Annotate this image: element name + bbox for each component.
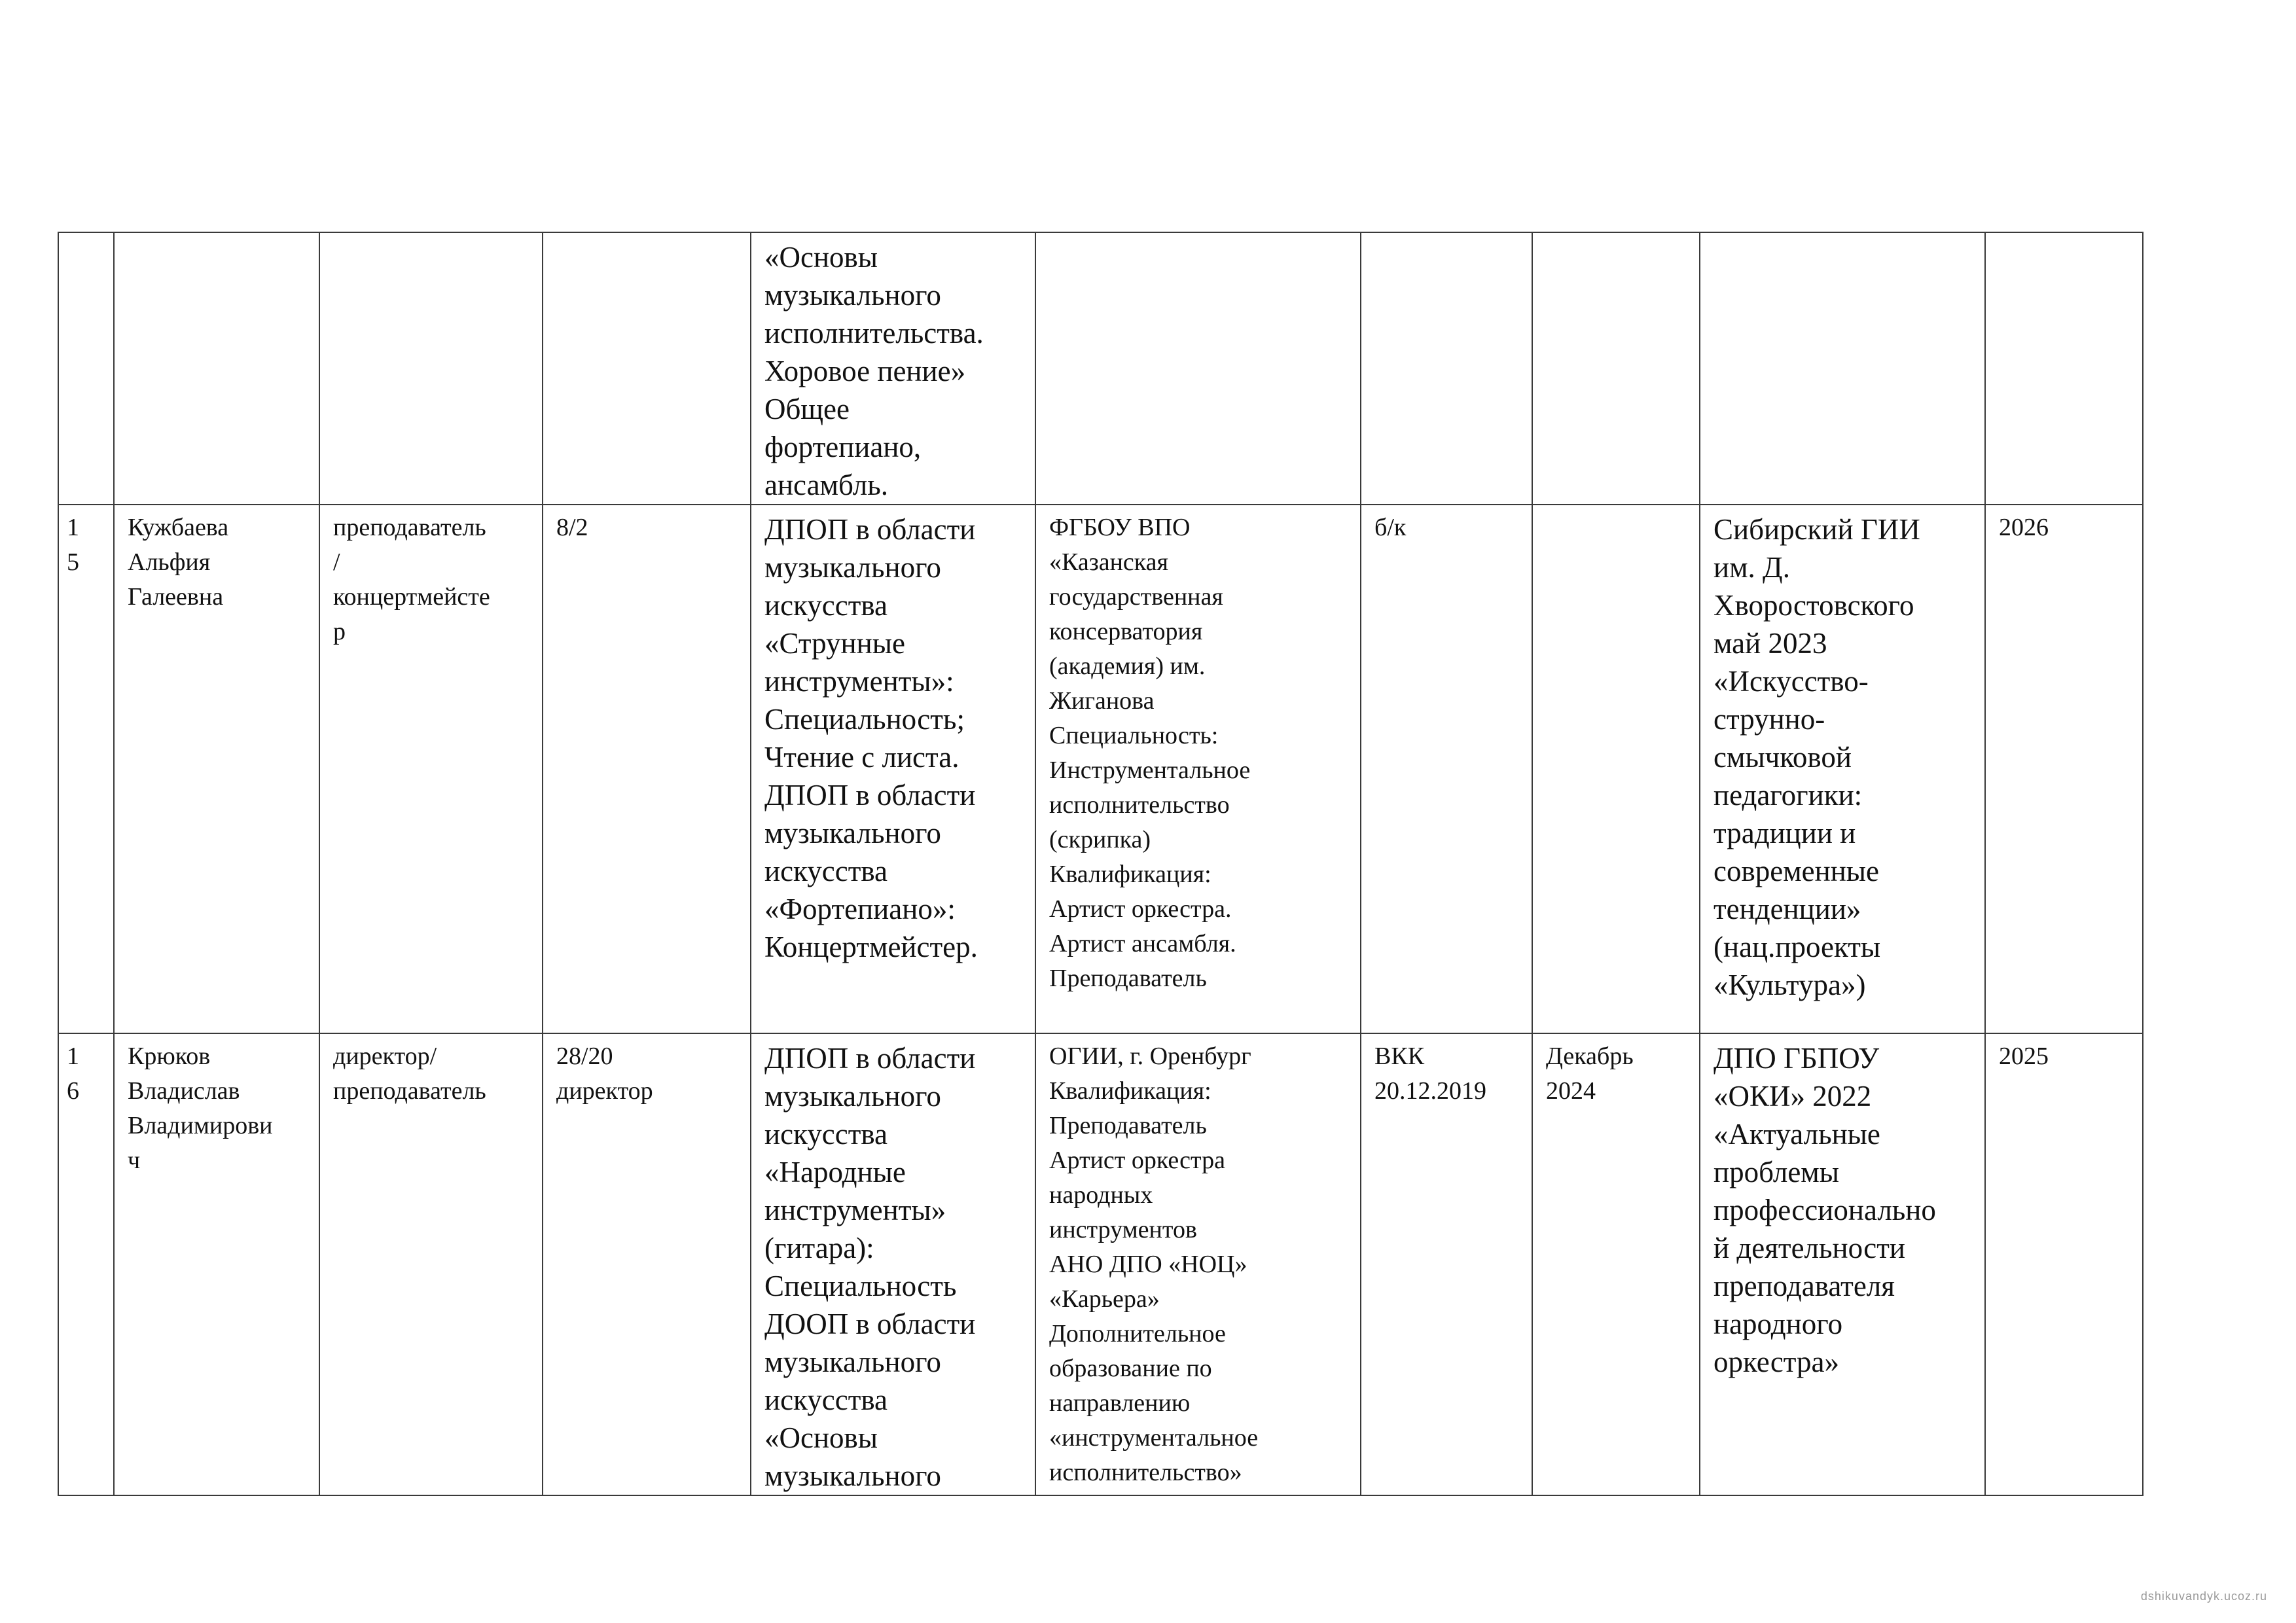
experience-cell: 28/20 директор xyxy=(543,1033,751,1495)
programs-cell: ДПОП в области музыкального искусства «Струнные инструменты»: Специальность; Чтение с листа. ДПОП в области музыкального искусства «Фортепиано»: Концертмейстер. xyxy=(751,505,1035,1033)
site-watermark: dshikuvandyk.ucoz.ru xyxy=(2140,1590,2267,1603)
programs-cell: ДПОП в области музыкального искусства «Народные инструменты» (гитара): Специальность ДООП в области музыкального искусства «Основы музыкального xyxy=(751,1033,1035,1495)
table-row xyxy=(58,232,2143,505)
position-cell: директор/ преподаватель xyxy=(319,1033,543,1495)
training-cell: Сибирский ГИИ им. Д. Хворостовского май 2023 «Искусство- струнно- смычковой педагогики: традиции и современные тенденции» (нац.проекты «Культура») xyxy=(1700,505,1985,1033)
experience-cell: 8/2 xyxy=(543,505,751,1033)
next-training-cell xyxy=(1985,232,2143,505)
next-training-cell: 2026 xyxy=(1985,505,2143,1033)
teacher-name-cell xyxy=(114,232,319,505)
position-cell: преподаватель / концертмейсте р xyxy=(319,505,543,1033)
row-number-cell: 1 6 xyxy=(58,1033,114,1495)
category-cell: б/к xyxy=(1361,505,1532,1033)
training-cell: ДПО ГБПОУ «ОКИ» 2022 «Актуальные проблемы профессионально й деятельности преподавателя народного оркестра» xyxy=(1700,1033,1985,1495)
next-training-cell: 2025 xyxy=(1985,1033,2143,1495)
position-cell xyxy=(319,232,543,505)
table-row xyxy=(58,1033,2143,1495)
attestation-cell: Декабрь 2024 xyxy=(1532,1033,1700,1495)
table-row xyxy=(58,505,2143,1033)
education-cell: ОГИИ, г. Оренбург Квалификация: Преподаватель Артист оркестра народных инструментов АНО ДПО «НОЦ» «Карьера» Дополнительное образование по направлению «инструментальное исполнительство» xyxy=(1035,1033,1361,1495)
staff-table xyxy=(58,232,2144,1496)
education-cell xyxy=(1035,232,1361,505)
category-cell: ВКК 20.12.2019 xyxy=(1361,1033,1532,1495)
experience-cell xyxy=(543,232,751,505)
category-cell xyxy=(1361,232,1532,505)
programs-cell: «Основы музыкального исполнительства. Хоровое пение» Общее фортепиано, ансамбль. xyxy=(751,232,1035,505)
education-cell: ФГБОУ ВПО «Казанская государственная консерватория (академия) им. Жиганова Специальность: Инструментальное исполнительство (скрипка) Квалификация: Артист оркестра. Артист ансамбля. Преподаватель xyxy=(1035,505,1361,1033)
teacher-name-cell: Кужбаева Альфия Галеевна xyxy=(114,505,319,1033)
training-cell xyxy=(1700,232,1985,505)
row-number-cell: 1 5 xyxy=(58,505,114,1033)
row-number-cell xyxy=(58,232,114,505)
attestation-cell xyxy=(1532,232,1700,505)
teacher-name-cell: Крюков Владислав Владимирови ч xyxy=(114,1033,319,1495)
attestation-cell xyxy=(1532,505,1700,1033)
